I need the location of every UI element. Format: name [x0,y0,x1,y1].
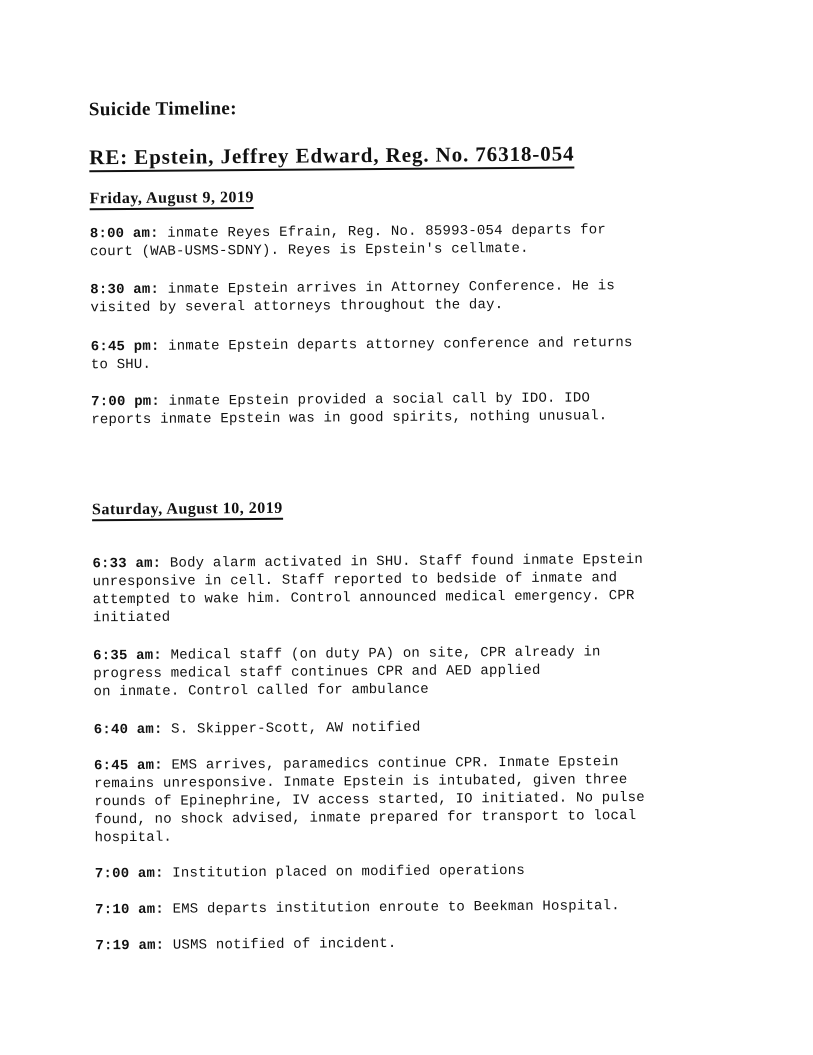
timeline-entry [90,276,730,317]
timeline-entry [95,896,735,919]
timeline-entry [94,752,735,847]
entry-time: 7:19 am: [95,937,165,955]
entry-time: 7:10 am: [95,901,165,919]
entry-time: 7:00 am: [94,865,164,883]
timeline-entry [94,716,734,739]
entry-text: S. Skipper-Scott, AW notified [162,719,421,738]
timeline-entry [95,932,735,955]
entry-text: Institution placed on modified operations [163,862,525,882]
entry-text: inmate Epstein provided a social call by IDO. IDO reports inmate Epstein was in good spirits, nothing unusual. [91,390,608,429]
entry-text: EMS departs institution enroute to Beekman Hospital. [163,898,620,918]
entry-text: Body alarm activated in SHU. Staff found inmate Epstein unresponsive in cell. Staff reported to bedside of inmate and attempted to wake him. Control announced medical emergency. CPR initiated [92,551,643,627]
entry-time: 7:00 pm: [91,393,161,411]
entry-text: USMS notified of incident. [164,935,397,954]
entry-time: 6:45 am: [93,757,163,775]
timeline-entry [92,550,733,627]
timeline-entry [91,388,731,429]
document-title: Suicide Timeline: [88,98,238,121]
entry-time: 6:35 am: [93,647,163,665]
entry-time: 8:30 am: [90,281,160,299]
timeline-entry [91,333,731,374]
timeline-entry [93,642,733,701]
day-heading-saturday: Saturday, August 10, 2019 [92,500,283,521]
timeline-entry [90,220,730,261]
entry-time: 6:45 pm: [90,338,160,356]
subject-line: RE: Epstein, Jeffrey Edward, Reg. No. 76318-054 [89,141,574,172]
entry-time: 8:00 am: [89,225,159,243]
entry-text: Medical staff (on duty PA) on site, CPR already in progress medical staff continues CPR and AED applied on inmate. Control called for ambulance [93,644,601,701]
entry-text: inmate Epstein departs attorney conference and returns to SHU. [90,335,633,374]
entry-time: 6:33 am: [92,555,162,573]
timeline-entry [95,860,735,883]
entry-text: inmate Epstein arrives in Attorney Conference. He is visited by several attorneys throughout the day. [90,278,616,317]
entry-text: inmate Reyes Efrain, Reg. No. 85993-054 departs for court (WAB-USMS-SDNY). Reyes is Epstein's cellmate. [89,222,606,261]
entry-text: EMS arrives, paramedics continue CPR. Inmate Epstein remains unresponsive. Inmate Epstein is intubated, given three rounds of Epinephrine, IV access started, IO initiated. No pulse found, no shock advised, inmate prepared for transport to local hospital. [94,754,645,847]
day-heading-friday: Friday, August 9, 2019 [89,189,254,210]
entry-time: 6:40 am: [93,721,163,739]
